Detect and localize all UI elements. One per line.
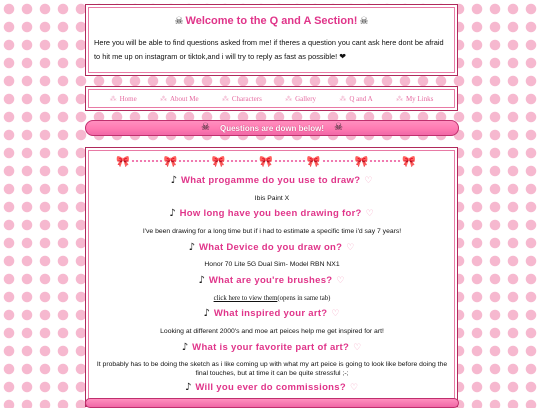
nav-label: My Links: [405, 94, 434, 103]
nav-home[interactable]: [110, 95, 137, 103]
heart-icon: ♡: [349, 382, 359, 393]
nav-label: Q and A: [349, 94, 373, 103]
bottom-banner: [85, 398, 459, 408]
music-note-icon: ♪: [188, 242, 196, 253]
answer-text: Ibis Paint X: [254, 195, 290, 202]
question-text: What are you're brushes?: [208, 275, 333, 286]
questions-banner: [85, 120, 459, 136]
flower-icon: ⁂: [109, 94, 117, 103]
nav-label: About Me: [170, 94, 199, 103]
question-text: How long have you been drawing for?: [179, 208, 362, 219]
question-text: Will you ever do commissions?: [195, 382, 346, 393]
music-note-icon: ♪: [169, 208, 176, 219]
answer-text: It probably has to be doing the sketch as i like coming up with what my art peice is going to look like before doing the final touches, but at time it can be quite stressful ;-;: [96, 361, 448, 377]
answer-text: I've been drawing for a long time but if i had to estimate a specific time i'd say 7 years!: [142, 228, 402, 235]
question-title: [86, 242, 457, 253]
question-title: [86, 342, 457, 353]
nav-my-links[interactable]: [396, 95, 433, 103]
bow-icon: 🎀: [354, 154, 369, 168]
music-note-icon: ♪: [170, 175, 177, 186]
heart-icon: ♡: [346, 242, 355, 253]
bow-icon: 🎀: [116, 154, 130, 168]
flower-icon: ⁂: [395, 94, 403, 103]
intro-title-row: [94, 15, 449, 27]
nav-label: Characters: [231, 94, 262, 103]
heart-icon: ♡: [353, 342, 362, 353]
question-text: What progamme do you use to draw?: [180, 175, 361, 186]
intro-box: [85, 4, 458, 76]
heart-icon: ♡: [365, 208, 374, 219]
skull-icon: ☠: [201, 122, 210, 133]
music-note-icon: ♪: [184, 382, 192, 393]
question-title: [86, 208, 457, 219]
intro-text: [94, 36, 449, 64]
flower-icon: ⁂: [285, 94, 293, 103]
banner-label: Questions are down below!: [219, 123, 324, 133]
flower-icon: ⁂: [339, 94, 347, 103]
skull-icon: ☠: [174, 15, 184, 27]
answer-note: (opens in same tab): [277, 295, 331, 302]
bow-icon: 🎀: [402, 154, 417, 168]
question-text: What inspired your art?: [213, 308, 328, 319]
answer-text: Honor 70 Lite 5G Dual Sim- Model RBN NX1: [204, 261, 340, 268]
answer-text: Looking at different 2000's and moe art peices help me get inspired for art!: [160, 328, 384, 335]
question-title: [86, 308, 457, 319]
flower-icon: ⁂: [160, 94, 167, 103]
question-title: [86, 275, 457, 286]
flower-icon: ⁂: [221, 94, 229, 103]
nav-label: Home: [119, 94, 137, 103]
question-text: What Device do you draw on?: [199, 242, 343, 253]
nav-q-and-a[interactable]: [339, 95, 372, 103]
heart-icon: ♡: [364, 175, 373, 186]
intro-title: Welcome to the Q and A Section!: [185, 15, 358, 27]
music-note-icon: ♪: [203, 308, 210, 319]
ribbon-divider: [116, 154, 416, 168]
question-title: [86, 382, 457, 393]
heart-icon: ♡: [331, 308, 340, 319]
bow-icon: 🎀: [306, 154, 321, 168]
question-text: What is your favorite part of art?: [192, 342, 350, 353]
question-title: [86, 175, 457, 186]
skull-icon: ☠: [334, 122, 343, 133]
heart-icon: ♡: [336, 275, 345, 286]
black-heart-icon: ❤: [339, 52, 346, 61]
music-note-icon: ♪: [181, 342, 189, 353]
nav-gallery[interactable]: [285, 95, 316, 103]
bow-icon: 🎀: [259, 154, 273, 168]
answer-text: [96, 294, 448, 303]
skull-icon: ☠: [359, 15, 369, 27]
nav-about-me[interactable]: [160, 95, 199, 103]
qa-box: [85, 147, 458, 407]
bow-icon: 🎀: [163, 154, 178, 168]
bow-icon: 🎀: [211, 154, 226, 168]
brushes-link[interactable]: click here to view them: [213, 295, 278, 302]
nav-label: Gallery: [295, 94, 317, 103]
nav-bar: [85, 86, 458, 111]
nav-characters[interactable]: [222, 95, 262, 103]
music-note-icon: ♪: [198, 275, 205, 286]
intro-paragraph: Here you will be able to find questions asked from me! if theres a question you cant ask here dont be afraid to hit me up on instagram or tiktok,and i will try to reply as fast as possible!: [94, 38, 444, 61]
